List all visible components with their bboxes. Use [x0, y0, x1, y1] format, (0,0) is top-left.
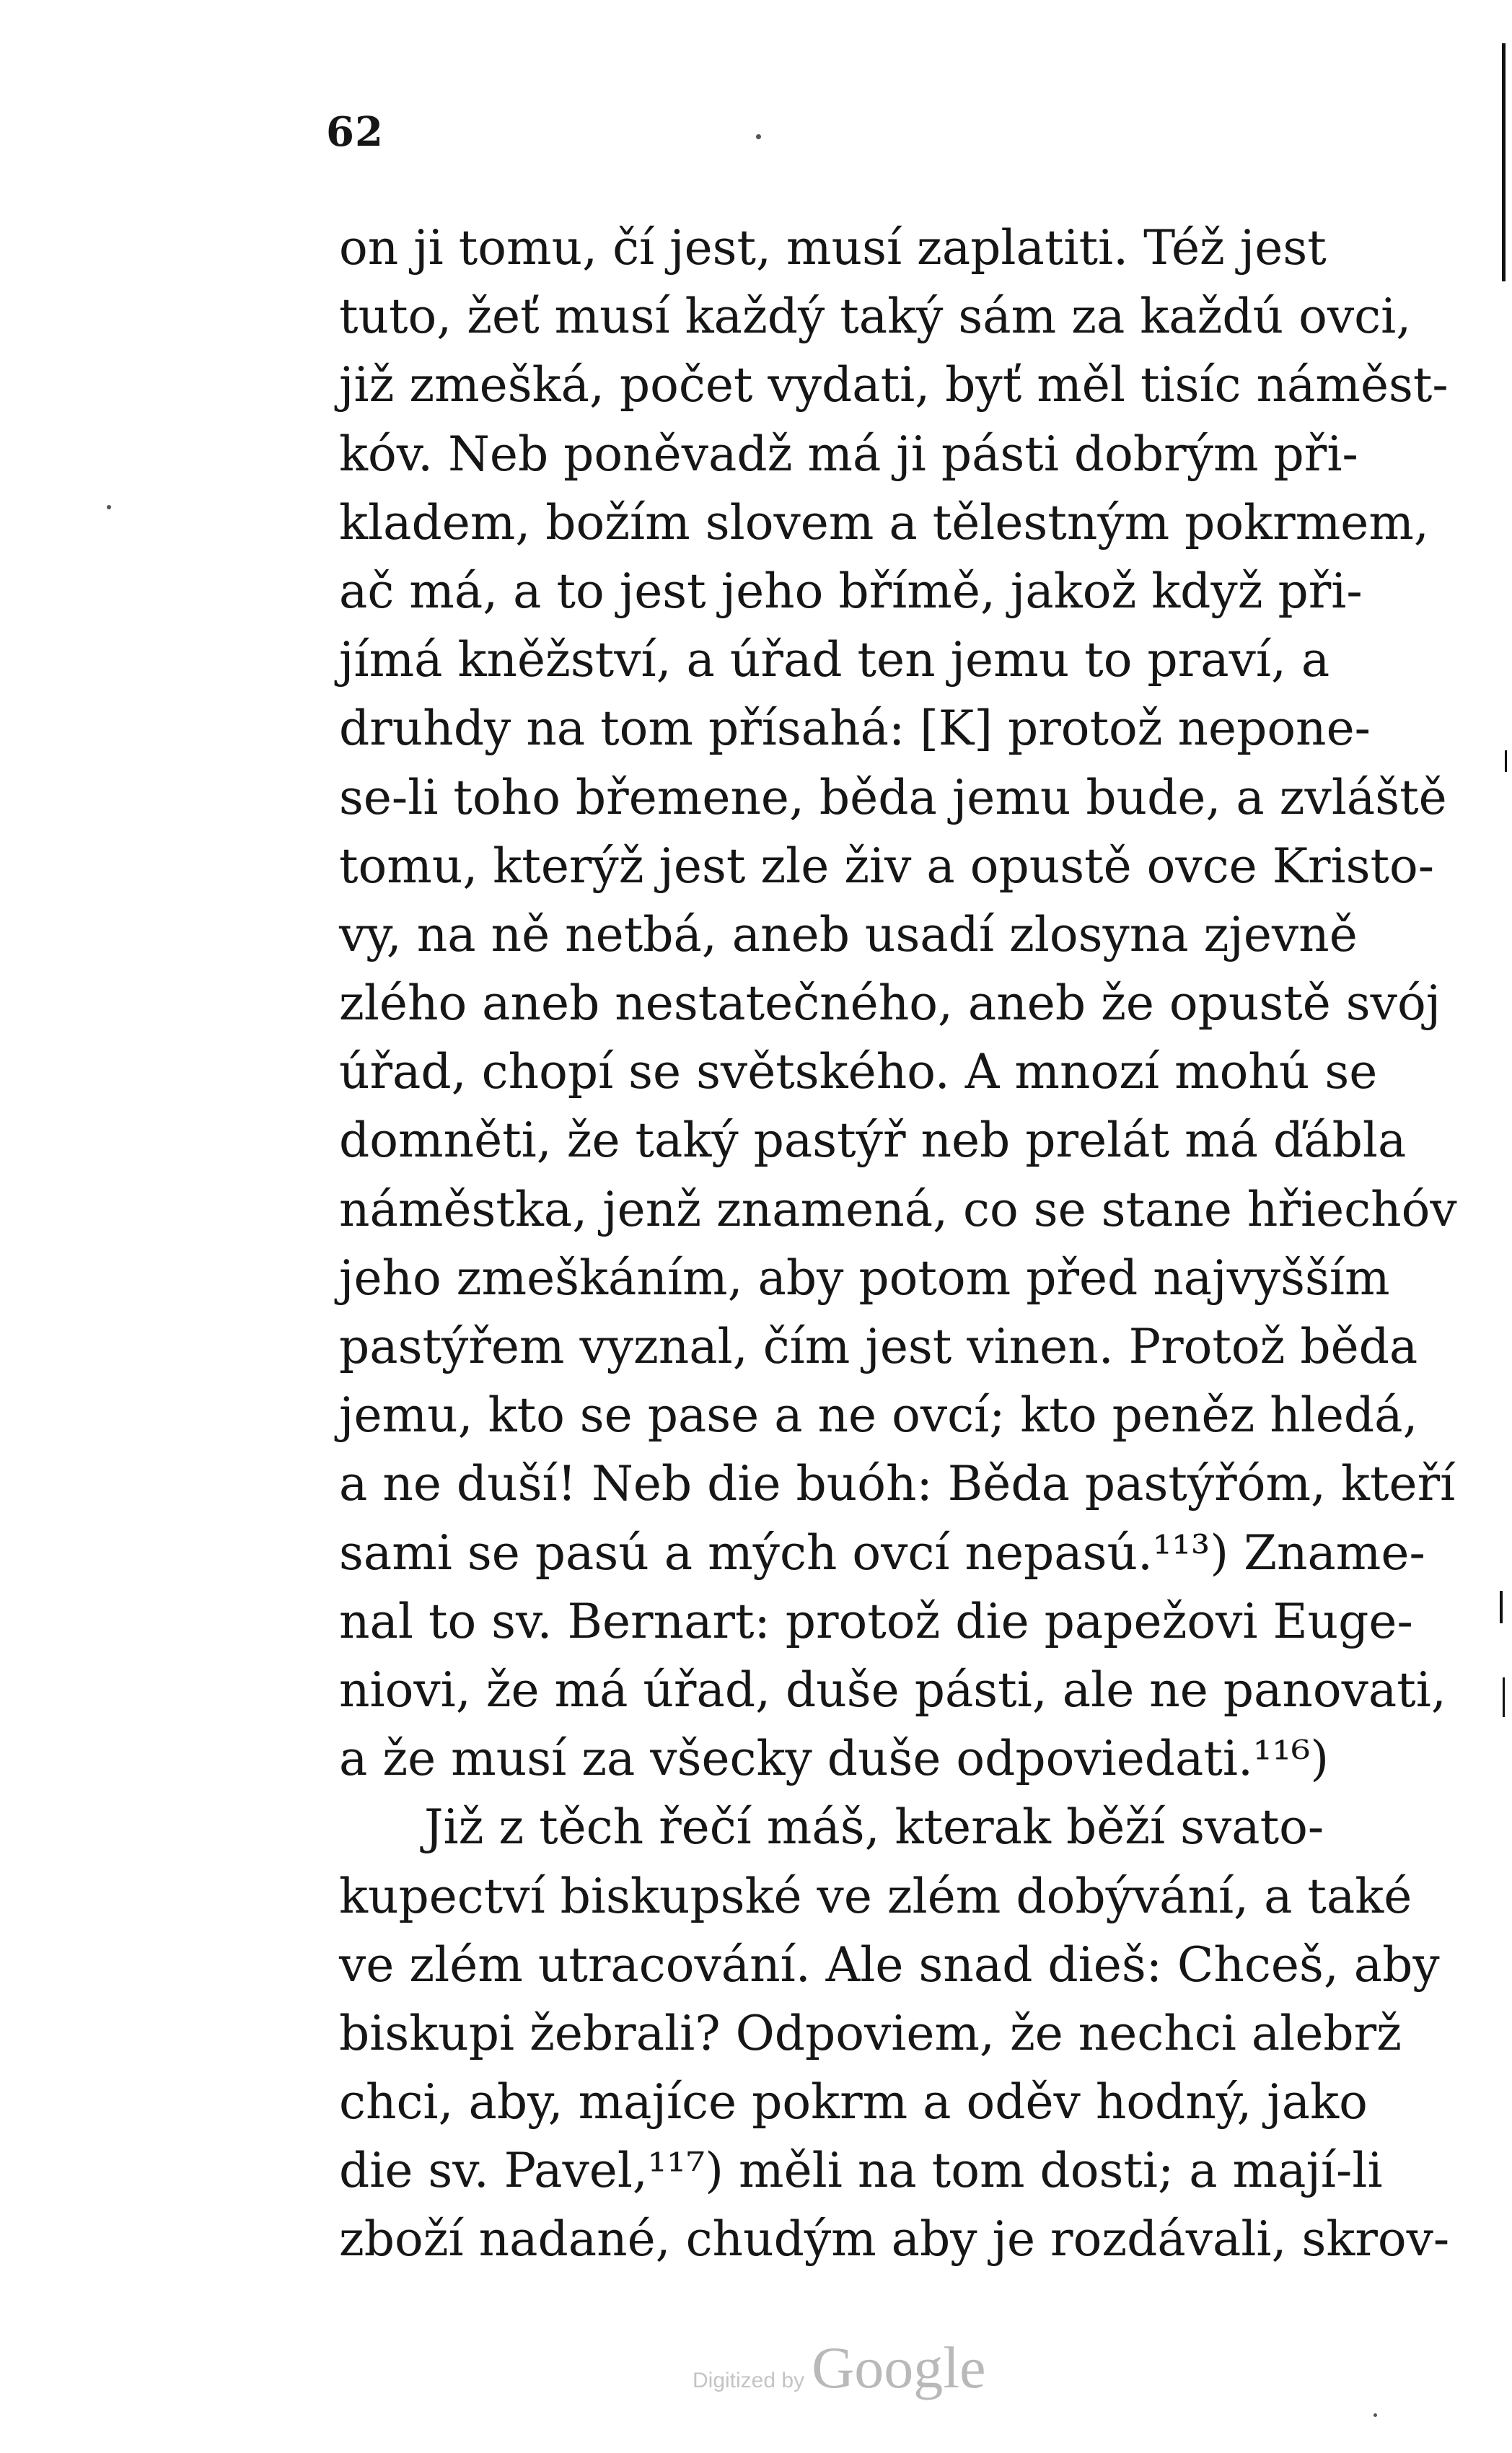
text-line: a ne duší! Neb die buóh: Běda pastýřóm, kteří: [339, 1456, 1456, 1512]
text-line: sami se pasú a mých ovcí nepasú.¹¹³) Zname-: [339, 1524, 1425, 1581]
text-line: zboží nadané, chudým aby je rozdávali, skrov-: [339, 2211, 1450, 2268]
text-line: již zmešká, počet vydati, byť měl tisíc náměst-: [339, 357, 1449, 413]
digitized-watermark: [693, 2334, 985, 2402]
page-number: 62: [326, 108, 384, 156]
text-line: úřad, chopí se světského. A mnozí mohú se: [339, 1044, 1378, 1100]
scan-edge-mark: [1503, 1677, 1505, 1717]
body-text: [339, 214, 1493, 2274]
scan-speck: [756, 134, 761, 139]
text-line: domněti, že taký pastýř neb prelát má ďábla: [339, 1113, 1407, 1169]
text-line: tuto, žeť musí každý taký sám za každú ovci,: [339, 289, 1412, 345]
scan-edge-mark: [1500, 1591, 1503, 1623]
text-line: ve zlém utracování. Ale snad dieš: Chceš, aby: [339, 1936, 1440, 1993]
paragraph-first-line: Již z těch řečí máš, kterak běží svato-: [424, 1799, 1324, 1856]
text-line: jímá kněžství, a úřad ten jemu to praví, a: [339, 632, 1330, 688]
watermark-prefix: Digitized by: [693, 2369, 805, 2392]
google-logo: Google: [812, 2335, 986, 2400]
text-line: niovi, že má úřad, duše pásti, ale ne panovati,: [339, 1662, 1446, 1718]
text-line: náměstka, jenž znamená, co se stane hřiechóv: [339, 1181, 1457, 1237]
text-line: a že musí za všecky duše odpoviedati.¹¹⁶): [339, 1731, 1329, 1787]
scan-edge-line: [1502, 43, 1506, 281]
text-line: kladem, božím slovem a tělestným pokrmem,: [339, 494, 1429, 550]
text-line: nal to sv. Bernart: protož die papežovi Euge-: [339, 1593, 1413, 1649]
text-line: jeho zmeškáním, aby potom před najvyšším: [339, 1250, 1390, 1306]
text-line: tomu, kterýž jest zle živ a opustě ovce Kristo-: [339, 838, 1435, 894]
text-line: die sv. Pavel,¹¹⁷) měli na tom dosti; a mají-li: [339, 2143, 1383, 2199]
text-line: druhdy na tom přísahá: [K] protož nepone-: [339, 701, 1371, 757]
scan-edge-mark: [1505, 750, 1507, 772]
text-line: biskupi žebrali? Odpoviem, že nechci alebrž: [339, 2005, 1402, 2061]
text-line: chci, aby, majíce pokrm a oděv hodný, jako: [339, 2074, 1368, 2131]
text-line: zlého aneb nestatečného, aneb že opustě svój: [339, 975, 1441, 1032]
text-line: on ji tomu, čí jest, musí zaplatiti. Též jest: [339, 220, 1327, 276]
text-line: vy, na ně netbá, aneb usadí zlosyna zjevně: [339, 906, 1358, 962]
text-line: kupectví biskupské ve zlém dobývání, a také: [339, 1868, 1412, 1924]
scan-speck: [1373, 2413, 1377, 2417]
text-line: jemu, kto se pase a ne ovcí; kto peněz hledá,: [339, 1387, 1418, 1444]
scan-speck: [107, 505, 111, 509]
text-line: kóv. Neb poněvadž má ji pásti dobrým při-: [339, 426, 1358, 482]
text-line: se-li toho břemene, běda jemu bude, a zvláště: [339, 769, 1447, 825]
text-line: ač má, a to jest jeho břímě, jakož když při-: [339, 563, 1363, 619]
text-line: pastýřem vyznal, čím jest vinen. Protož běda: [339, 1319, 1418, 1374]
